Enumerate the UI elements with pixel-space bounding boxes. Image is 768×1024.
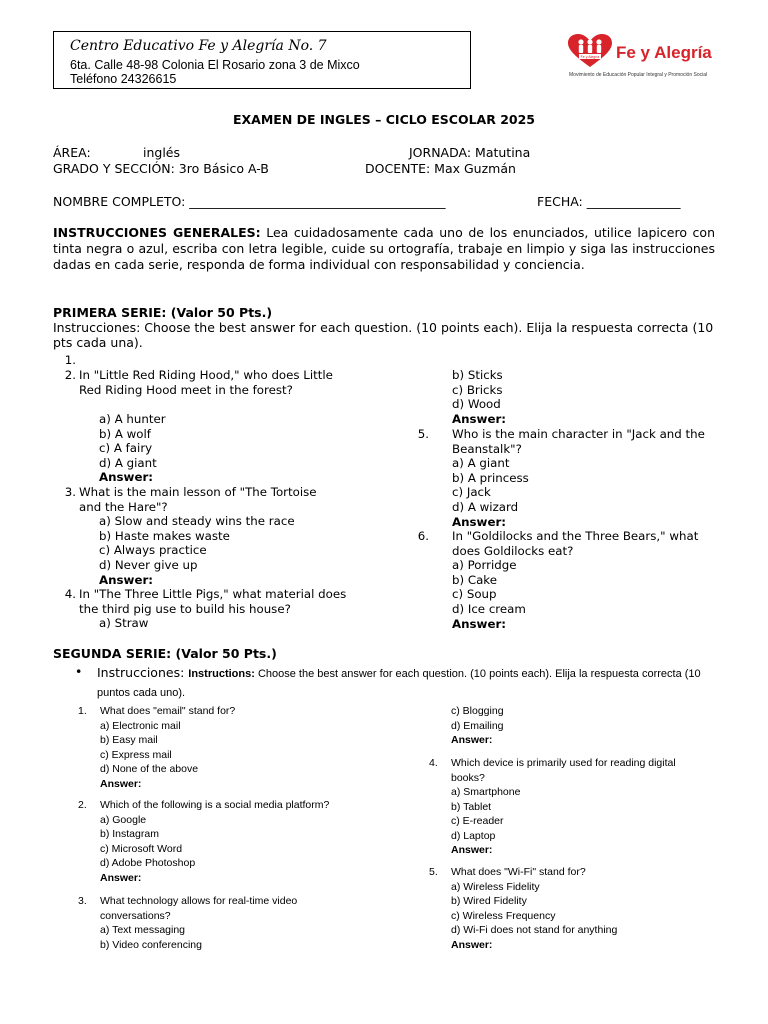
question-number: 3. [64, 485, 76, 499]
question-body [451, 756, 709, 858]
option: c) Blogging [451, 705, 504, 717]
general-instructions-label: INSTRUCCIONES GENERALES: [53, 225, 261, 240]
question-number: 5. [429, 866, 438, 878]
option: c) Always practice [99, 543, 207, 558]
option: c) Microsoft Word [100, 842, 183, 855]
option: c) Express mail [100, 748, 172, 761]
question-number: 2. [78, 799, 87, 811]
question-number: 4. [429, 757, 438, 769]
general-instructions-text: Lea cuidadosamente cada uno de los enunciados, utilice lapicero con tinta negra o azul, escriba con letra legible, cuide su ortografía, trabaje en limpio y siga las instrucciones dadas en cada serie, responda de forma individual con responsabilidad y conciencia. [53, 225, 716, 272]
s2-question-3-continued [451, 704, 741, 748]
question-number: 5. [417, 427, 429, 441]
option: c) Bricks [452, 382, 503, 397]
option: b) Haste makes waste [99, 528, 230, 543]
option: a) Wireless Fidelity [451, 880, 540, 893]
option: a) Straw [99, 616, 149, 631]
option: d) Ice cream [452, 602, 526, 616]
option: b) Easy mail [100, 734, 158, 746]
grado-seccion: GRADO Y SECCIÓN: 3ro Básico A-B [53, 161, 269, 176]
option: a) Smartphone [451, 786, 521, 798]
option: c) A fairy [99, 441, 153, 456]
option: b) Instagram [100, 828, 159, 840]
question-text: What does "email" stand for? [100, 705, 236, 717]
question-text: What is the main lesson of "The Tortoise and the Hare"? [79, 485, 317, 514]
docente: DOCENTE: Max Guzmán [365, 161, 516, 176]
question-6 [409, 529, 729, 631]
s2-question-5 [429, 865, 729, 955]
logo-brand-text: Fe y Alegría [616, 43, 712, 62]
option: a) Google [100, 813, 147, 826]
answer-label: Answer: [451, 734, 493, 746]
answer-label: Answer: [99, 572, 153, 587]
option: b) Wired Fidelity [451, 895, 527, 907]
option: a) Porridge [452, 558, 517, 573]
question-3 [56, 485, 356, 587]
question-body [451, 865, 721, 952]
option: d) A giant [99, 455, 157, 470]
option: c) E-reader [451, 815, 504, 827]
school-address-block [70, 58, 360, 86]
question-body [100, 704, 360, 791]
answer-label: Answer: [99, 470, 153, 485]
question-text: Which device is primarily used for reading digital books? [451, 757, 676, 784]
bullet-icon: • [75, 664, 83, 679]
answer-label: Answer: [452, 514, 506, 529]
exam-title: EXAMEN DE INGLES – CICLO ESCOLAR 2025 [233, 112, 535, 127]
option: d) Laptop [451, 829, 496, 842]
serie1-instructions: Instrucciones: Choose the best answer for each question. (10 points each). Elija la respuesta correcta (10 pts cada una). [53, 320, 714, 350]
question-empty [56, 353, 356, 369]
s2-question-2 [78, 798, 378, 888]
area-label: ÁREA: [53, 145, 91, 160]
area-value: inglés [143, 145, 181, 160]
instr-label: Instrucciones: [97, 665, 185, 680]
option: d) Wi-Fi does not stand for anything [451, 924, 618, 936]
fecha-field: FECHA: _______________ [537, 194, 681, 209]
question-2 [56, 368, 356, 488]
instr-body: Choose the best answer for each question. (10 points each). Elija la respuesta correcta (10 puntos cada uno). [97, 668, 701, 699]
school-name: Centro Educativo Fe y Alegría No. 7 [70, 38, 327, 54]
option: a) Text messaging [100, 924, 186, 936]
question-number: 6. [417, 529, 429, 543]
option: a) A hunter [99, 412, 166, 426]
s2-question-1 [78, 704, 378, 794]
question-4-continued [452, 368, 722, 428]
question-5 [409, 427, 729, 529]
option: d) A wizard [452, 500, 519, 514]
option: d) Wood [452, 397, 501, 412]
answer-label: Answer: [452, 616, 506, 631]
answer-label: Answer: [451, 938, 493, 951]
serie1-title: PRIMERA SERIE: (Valor 50 Pts.) [53, 305, 273, 320]
fe-y-alegria-logo [566, 33, 726, 83]
option: a) A giant [452, 456, 510, 471]
logo-subtitle: Movimiento de Educación Popular Integral y Promoción Social [569, 72, 708, 78]
option: b) Video conferencing [100, 938, 202, 951]
option: c) Wireless Frequency [451, 909, 556, 922]
s2-question-4 [429, 756, 729, 856]
question-text: Which of the following is a social media platform? [100, 799, 330, 811]
question-text: What technology allows for real-time video conversations? [100, 895, 298, 922]
question-text: In "Goldilocks and the Three Bears," what does Goldilocks eat? [452, 529, 699, 558]
question-body [100, 798, 390, 885]
instr-bold: Instructions: [188, 668, 255, 680]
option: b) Sticks [452, 368, 503, 382]
logo-badge-text: Fe y Alegría [580, 55, 600, 59]
option: a) Electronic mail [100, 719, 181, 732]
option: d) None of the above [100, 763, 199, 775]
option: c) Soup [452, 587, 497, 602]
heart-children-icon [566, 33, 614, 69]
option: b) Tablet [451, 800, 492, 813]
question-number: 4. [64, 587, 76, 601]
option: c) Jack [452, 485, 491, 500]
question-number: 3. [78, 895, 87, 907]
option: b) Cake [452, 572, 497, 587]
option: b) A wolf [99, 426, 151, 441]
option: a) Slow and steady wins the race [99, 514, 295, 529]
answer-label: Answer: [452, 411, 506, 426]
option: b) A princess [452, 470, 529, 485]
option: d) Emailing [451, 719, 504, 732]
question-4 [56, 587, 366, 633]
jornada: JORNADA: Matutina [409, 145, 531, 160]
school-phone: Teléfono 24326615 [70, 72, 177, 86]
question-text: In "The Three Little Pigs," what material does the third pig use to build his house? [79, 587, 347, 616]
question-text: In "Little Red Riding Hood," who does Little Red Riding Hood meet in the forest? [79, 368, 333, 397]
question-text: What does "Wi-Fi" stand for? [451, 866, 586, 878]
option: d) Never give up [99, 558, 198, 572]
general-instructions [53, 225, 715, 273]
serie2-title: SEGUNDA SERIE: (Valor 50 Pts.) [53, 646, 277, 661]
question-body [100, 894, 332, 952]
answer-label: Answer: [100, 777, 142, 790]
s2-question-3 [78, 894, 378, 954]
serie2-instructions-text [97, 664, 733, 702]
option: d) Adobe Photoshop [100, 857, 196, 869]
answer-label: Answer: [451, 844, 493, 856]
question-number: 1. [64, 353, 76, 367]
school-address: 6ta. Calle 48-98 Colonia El Rosario zona 3 de Mixco [70, 58, 360, 72]
question-number: 2. [64, 368, 76, 382]
question-text: Who is the main character in "Jack and the Beanstalk"? [452, 427, 705, 456]
question-number: 1. [78, 705, 87, 717]
answer-label: Answer: [100, 871, 142, 884]
nombre-field: NOMBRE COMPLETO: _________________________________________ [53, 194, 446, 209]
